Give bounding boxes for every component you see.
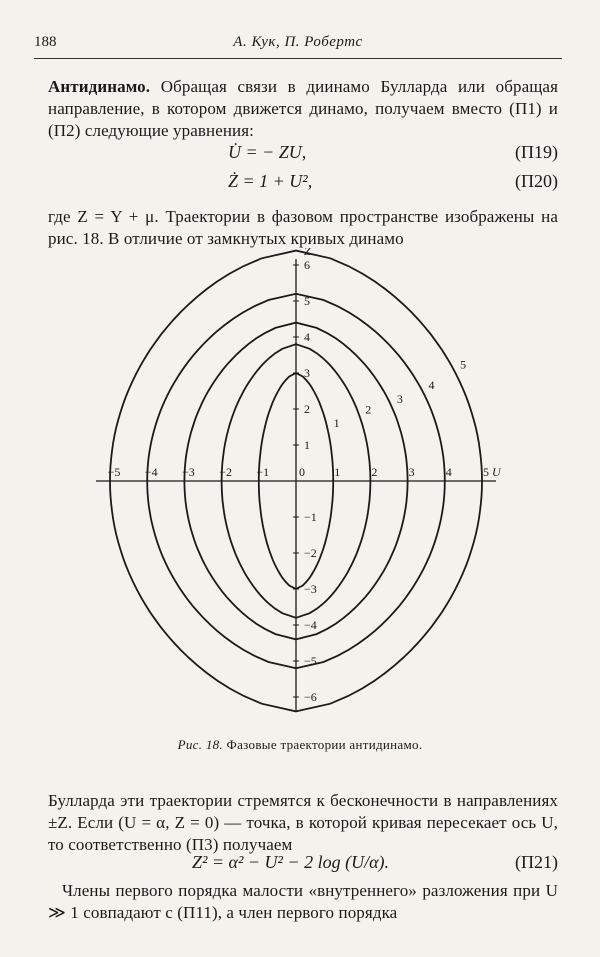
- running-header: [34, 34, 562, 54]
- intro-text: Обращая связи в диинамо Булларда или обращая направление, в котором движется динамо, получаем вместо (П1) и (П2) следующие уравнения:: [48, 77, 558, 140]
- intro-paragraph: [48, 76, 558, 142]
- x-tick-label: 5: [483, 465, 489, 479]
- equation-tag: (П19): [515, 142, 558, 162]
- figure-18: [86, 248, 516, 724]
- y-tick-label: 6: [304, 258, 310, 272]
- x-tick-label: 2: [371, 465, 378, 479]
- equation-p21: [48, 852, 558, 878]
- running-head-authors: А. Кук, П. Робертс: [233, 34, 363, 50]
- equation-p20: [48, 171, 558, 197]
- y-tick-label: 2: [304, 402, 310, 416]
- y-tick-label: −2: [304, 546, 317, 560]
- equation-tag: (П20): [515, 171, 558, 191]
- y-tick-label: −4: [304, 618, 317, 632]
- y-tick-label: 5: [304, 294, 310, 308]
- equation-body: Z² = α² − U² − 2 log (U/α).: [192, 852, 390, 872]
- caption-label: Рис. 18.: [177, 737, 223, 752]
- curve-label-3: 3: [396, 391, 403, 406]
- x-tick-label: −3: [182, 465, 195, 479]
- paragraph-4: Члены первого порядка малости «внутреннего» разложения при U ≫ 1 совпадают с (П11), а член первого порядка: [48, 881, 558, 922]
- curve-label-4: 4: [428, 378, 435, 393]
- y-tick-label: −5: [304, 654, 317, 668]
- x-tick-label: 3: [408, 465, 415, 479]
- y-axis-label: Z: [304, 248, 311, 258]
- curve-label-5: 5: [460, 357, 467, 372]
- equation-tag: (П21): [515, 852, 558, 872]
- x-tick-label: 1: [334, 465, 341, 479]
- x-tick-label: −5: [107, 465, 121, 479]
- equation-p19: [48, 142, 558, 168]
- x-tick-label: −4: [144, 465, 158, 479]
- section-term: Антидинамо.: [48, 77, 151, 96]
- x-tick-label: 0: [299, 465, 305, 479]
- curve-label-2: 2: [365, 402, 372, 417]
- paragraph-2: где Z = Y + μ. Траектории в фазовом пространстве изображены на рис. 18. В отличие от замкнутых кривых динамо: [48, 207, 558, 248]
- x-tick-label: 4: [445, 465, 452, 479]
- curve-label-1: 1: [333, 416, 340, 431]
- paragraph-3: Булларда эти траектории стремятся к бесконечности в направлениях ±Z. Если (U = α, Z = 0) — точка, в которой кривая пересекает ось U, то соответственно (П3) получаем: [48, 791, 558, 854]
- y-tick-label: 4: [304, 330, 310, 344]
- caption-text: Фазовые траектории антидинамо.: [226, 737, 423, 752]
- y-tick-label: −3: [304, 582, 317, 596]
- equation-body: Ż = 1 + U²,: [228, 171, 313, 191]
- x-tick-label: −2: [219, 465, 232, 479]
- page-number: 188: [34, 34, 57, 50]
- y-tick-label: 1: [304, 438, 310, 452]
- x-tick-label: −1: [256, 465, 270, 479]
- phase-trajectories-chart: [86, 248, 516, 724]
- y-tick-label: −1: [304, 510, 317, 524]
- header-rule: [34, 58, 562, 59]
- y-tick-label: −6: [304, 690, 317, 704]
- equation-body: U̇ = − ZU,: [228, 142, 307, 162]
- y-tick-label: 3: [304, 366, 310, 380]
- figure-caption: [0, 737, 600, 753]
- x-axis-label: U: [492, 465, 501, 479]
